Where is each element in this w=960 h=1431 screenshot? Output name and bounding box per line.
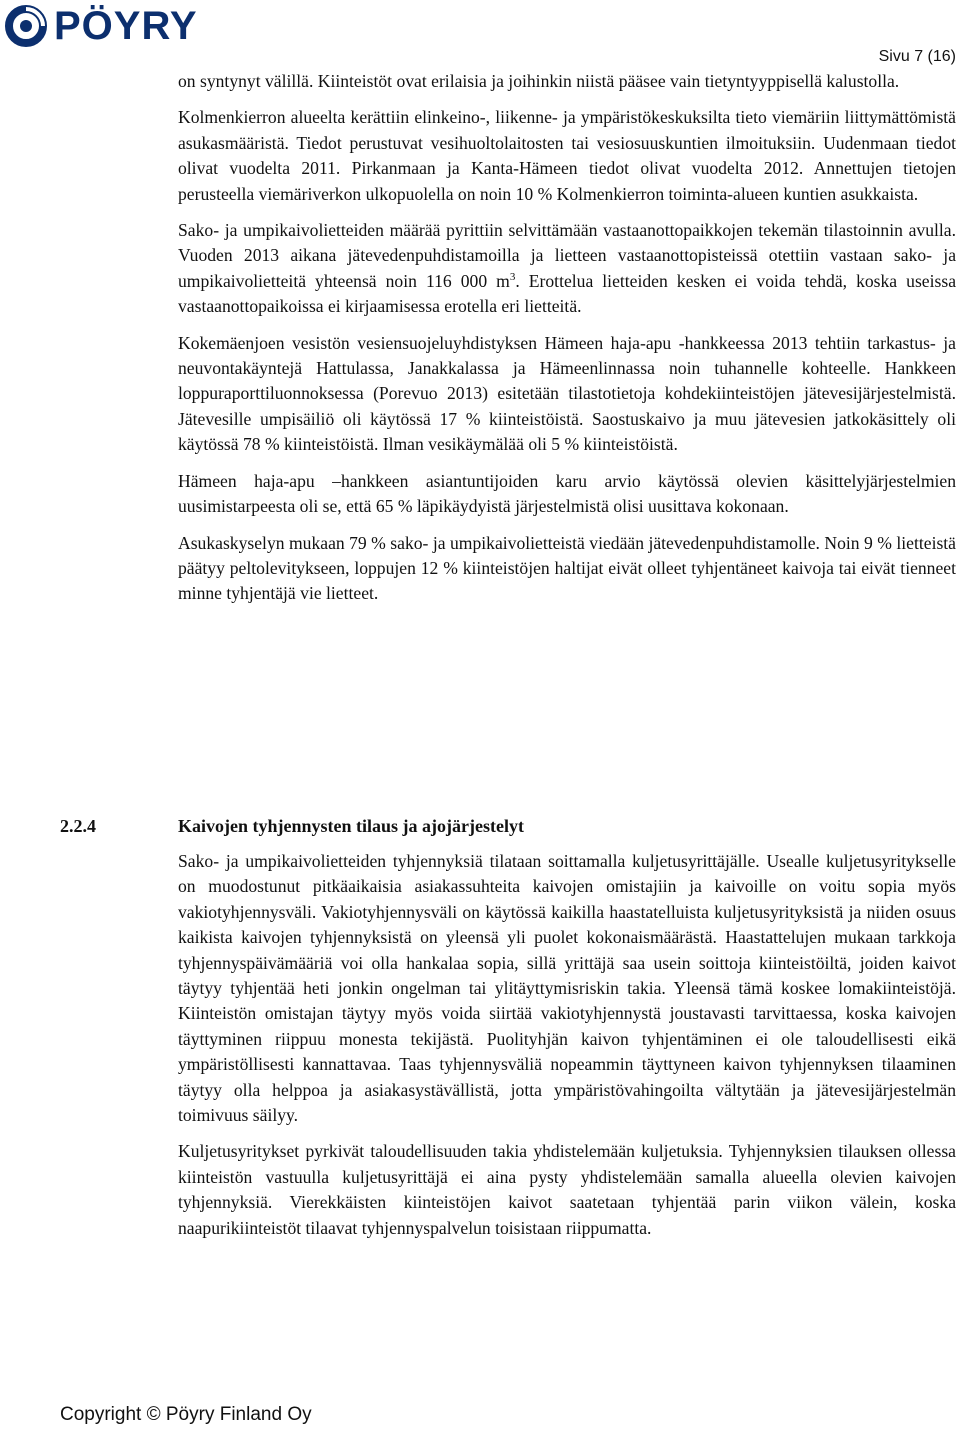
paragraph: on syntynyt välillä. Kiinteistöt ovat erilaisia ja joihinkin niistä pääsee vain tietyntyyppisellä kalustolla. xyxy=(178,71,900,91)
section-heading xyxy=(60,813,956,839)
paragraph: Kokemäenjoen vesistön vesiensuojeluyhdistyksen Hämeen haja-apu -hankkeessa 2013 tehtiin tarkastus- ja neuvontakäyntejä Hattulassa, Janakkalassa ja Hämeenlinnassa noin tuhannelle kohteelle. Hankkeen loppuraporttiluonnoksessa (Porevuo 2013) esitetään tilastotietoja kohdekiinteistöjen jätevesijärjestelmistä. Jätevesille umpisäiliö oli käytössä 17 % kiinteistöistä. Saostuskaivo ja muu jätevesien jatkokäsittely oli käytössä 78 % kiinteistöistä. Ilman vesikäymälää oli 5 % kiinteistöistä. xyxy=(178,332,956,455)
paragraph: Hämeen haja-apu –hankkeen asiantuntijoiden karu arvio käytössä olevien käsittelyjärjestelmien uusimistarpeesta oli se, että 65 % läpikäydyistä järjestelmistä olisi uusittava kokonaan. xyxy=(178,470,956,517)
body-text xyxy=(178,69,956,618)
paragraph: Asukaskyselyn mukaan 79 % sako- ja umpikaivolietteistä viedään jätevedenpuhdistamolle. Noin 9 % lietteistä päätyy peltolevitykseen, loppujen 12 % kiinteistöjen haltijat eivät olleet tyhjentäneet kaivoja tai eivät tienneet minne tyhjentäjä vie lietteet. xyxy=(178,532,956,604)
section-number: 2.2.4 xyxy=(60,816,96,836)
paragraph-part: . Erottelua lietteiden kesken ei voida tehdä, koska useissa vastaanottopaikoissa ei kirjaamisessa erotella eri lietteitä. xyxy=(178,270,956,317)
footer-copyright: Copyright © Pöyry Finland Oy xyxy=(60,1404,312,1425)
paragraph-part: Sako- ja umpikaivolietteiden määrää pyrittiin selvittämään vastaanottopaikkojen tekemän tilastoinnin avulla. Vuoden 2013 aikana jätevedenpuhdistamoilla ja lietteen vastaanottopisteissä otettiin vastaan sako- ja umpikaivolietteitä yhteensä noin 116 000 m xyxy=(178,220,956,291)
paragraph: Sako- ja umpikaivolietteiden tyhjennyksiä tilataan soittamalla kuljetusyrittäjälle. Usealle kuljetusyritykselle on muodostunut pitkäaikaisia asiakassuhteita kaivojen omistajiin ja kaivoille on voitu sopia myös vakiotyhjennysväli. Vakiotyhjennysväli on käytössä kaikilla haastatelluista kuljetusyrityksistä ja niiden osuus kaikista kaivojen tyhjennyksistä on yleensä yli puolet kokonaismäärästä. Haastattelujen mukaan tarkkoja tyhjennyspäivämääriä voi olla hankalaa sopia, sillä yrittäjä saa usein soittoja kiinteistöiltä, joiden kaivot täytyy tyhjentää heti jonkin ongelman tai ylitäyttymisriskin takia. Yleensä tämä koskee lomakiinteistöjä. Kiinteistön omistajan täytyy myös voida siirtää vakiotyhjennystä joustavasti tarvittaessa, koska kaivojen täyttyminen riippuu monesta tekijästä. Puolityhjän kaivon tyhjentäminen ei ole taloudellisesti eikä ympäristöllisesti kannattavaa. Taas tyhjennysväliä nopeammin täyttyneen kaivon tyhjennyksen tilaaminen täytyy olla helppoa ja asiakasystävällistä, jotta ympäristövahingoilta vältytään ja jätevesijärjestelmän toimivuus säilyy. xyxy=(178,851,956,1126)
paragraph xyxy=(178,218,956,320)
paragraph: Kolmenkierron alueelta kerättiin elinkeino-, liikenne- ja ympäristökeskuksilta tieto viemäriin liittymättömistä asukasmääristä. Tiedot perustuvat vesihuoltolaitosten tai vesiosuuskuntien ilmoituksiin. Uudenmaan tiedot olivat vuodelta 2011. Pirkanmaan ja Kanta-Hämeen tiedot olivat vuodelta 2012. Annettujen tietojen perusteella viemäriverkon ulkopuolella on noin 10 % Kolmenkierron toiminta-alueen kuntien asukkaista. xyxy=(178,107,956,204)
superscript: 3 xyxy=(509,270,516,283)
company-logo xyxy=(4,2,198,50)
section-body xyxy=(178,849,956,1252)
section-title: Kaivojen tyhjennysten tilaus ja ajojärjestelyt xyxy=(178,816,524,836)
paragraph: Kuljetusyritykset pyrkivät taloudellisuuden takia yhdistelemään kuljetuksia. Tyhjennyksien tilauksen ollessa kiinteistön vastuulla kuljetusyrittäjä ei aina pysty yhdistelemään samalla alueella olevien kaivojen tyhjennyksiä. Vierekkäisten kiinteistöjen kaivot saatetaan tyhjentää parin viikon välein, koska naapurikiinteistöt tilaavat tyhjennyspalvelun toisistaan riippumatta. xyxy=(178,1141,956,1238)
page-number: Sivu 7 (16) xyxy=(878,48,956,65)
logo-text: PÖYRY xyxy=(54,4,198,48)
poyry-ring-logo-icon xyxy=(4,4,48,48)
